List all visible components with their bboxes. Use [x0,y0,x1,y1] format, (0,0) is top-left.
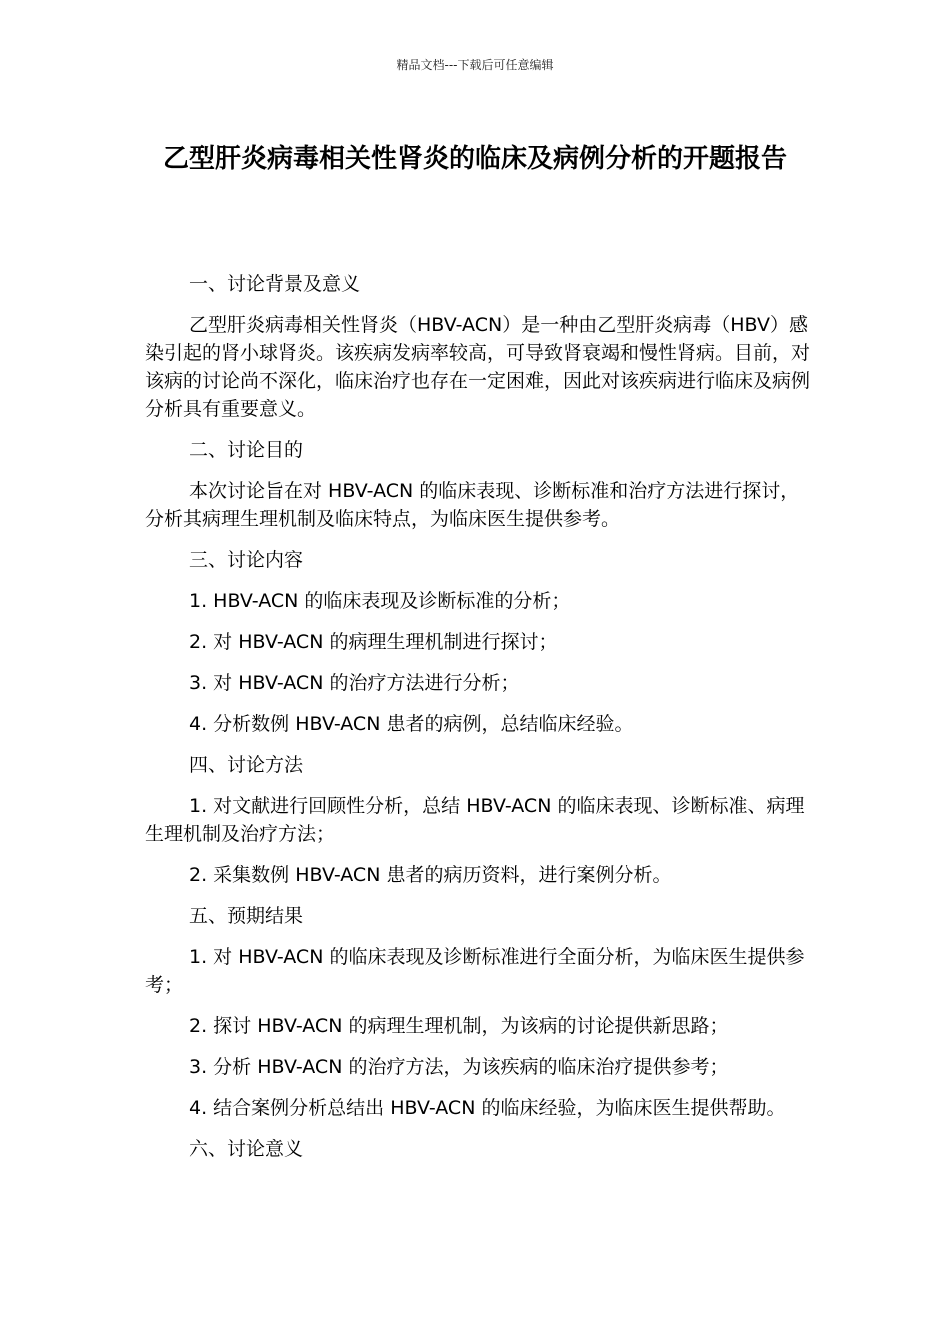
section-purpose [145,436,810,533]
section-method [145,751,810,889]
list-item: 1. HBV-ACN 的临床表现及诊断标准的分析； [189,590,571,612]
list-item: 2. 对 HBV-ACN 的病理生理机制进行探讨； [189,631,558,653]
section-heading: 三、讨论内容 [189,549,304,571]
list-item: 1. 对 HBV-ACN 的临床表现及诊断标准进行全面分析，为临床医生提供参考； [145,946,805,996]
list-item: 2. 采集数例 HBV-ACN 患者的病历资料，进行案例分析。 [189,864,672,886]
paragraph: 本次讨论旨在对 HBV-ACN 的临床表现、诊断标准和治疗方法进行探讨，分析其病理生理机制及临床特点，为临床医生提供参考。 [145,480,800,530]
paragraph: 乙型肝炎病毒相关性肾炎（HBV-ACN）是一种由乙型肝炎病毒（HBV）感染引起的肾小球肾炎。该疾病发病率较高，可导致肾衰竭和慢性肾病。目前，对该病的讨论尚不深化，临床治疗也存在一定困难，因此对该疾病进行临床及病例分析具有重要意义。 [145,314,811,420]
page-header: 精品文档---下载后可任意编辑 [396,58,554,72]
section-expected-results [145,902,810,1122]
section-heading: 二、讨论目的 [189,439,304,461]
document-body [145,270,810,1176]
list-item: 1. 对文献进行回顾性分析，总结 HBV-ACN 的临床表现、诊断标准、病理生理机制及治疗方法； [145,795,805,845]
document-title: 乙型肝炎病毒相关性肾炎的临床及病例分析的开题报告 [162,144,787,174]
list-item: 2. 探讨 HBV-ACN 的病理生理机制，为该病的讨论提供新思路； [189,1015,729,1037]
list-item: 4. 结合案例分析总结出 HBV-ACN 的临床经验，为临床医生提供帮助。 [189,1097,786,1119]
list-item: 3. 对 HBV-ACN 的治疗方法进行分析； [189,672,520,694]
section-heading: 六、讨论意义 [189,1138,304,1160]
section-heading: 五、预期结果 [189,905,304,927]
section-content [145,546,810,738]
section-heading: 一、讨论背景及意义 [189,273,361,295]
section-significance [145,1135,810,1163]
section-background [145,270,810,423]
list-item: 3. 分析 HBV-ACN 的治疗方法，为该疾病的临床治疗提供参考； [189,1056,729,1078]
section-heading: 四、讨论方法 [189,754,304,776]
list-item: 4. 分析数例 HBV-ACN 患者的病例，总结临床经验。 [189,713,634,735]
